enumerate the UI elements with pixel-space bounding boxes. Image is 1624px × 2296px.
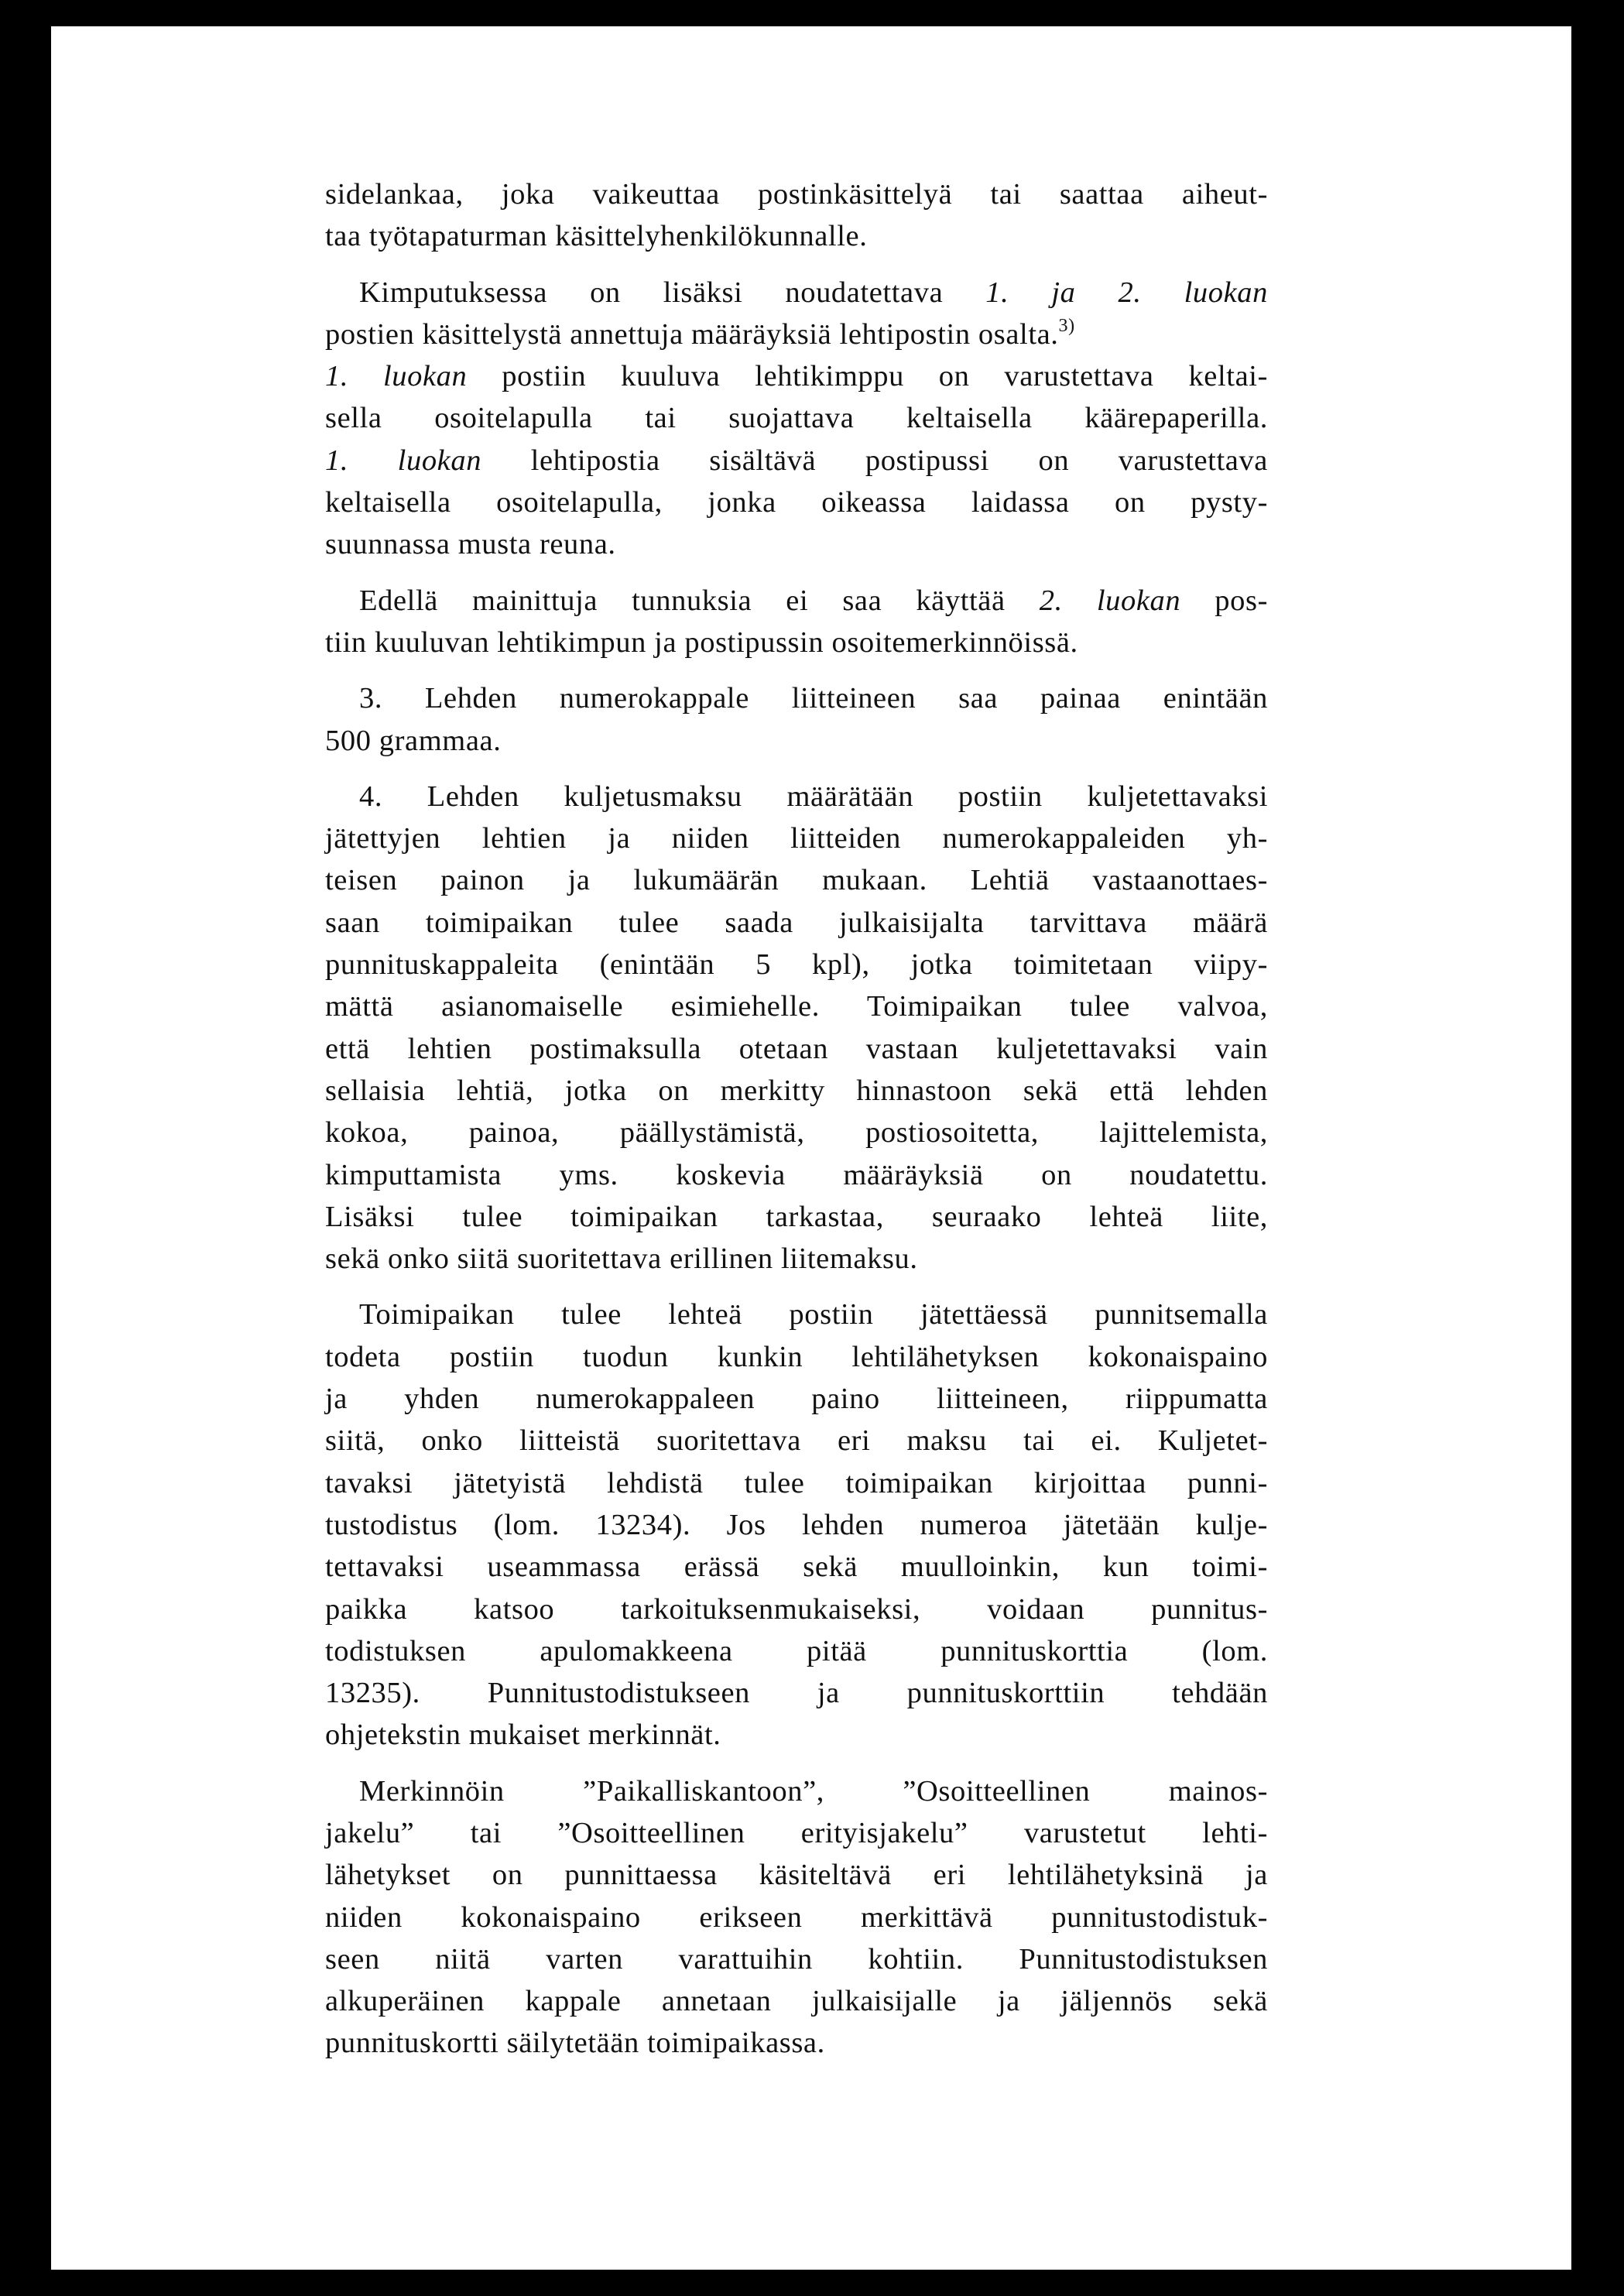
text-line: sekä onko siitä suoritettava erillinen liitemaksu. (325, 1242, 918, 1276)
text-line: siitä, onko liitteistä suoritettava eri maksu tai ei. Kuljetet- (325, 1424, 1268, 1458)
text-line: sidelankaa, joka vaikeuttaa postinkäsittelyä tai saattaa aiheut- (325, 178, 1268, 211)
text-line: ohjetekstin mukaiset merkinnät. (325, 1719, 721, 1752)
paragraph-gap (325, 258, 1268, 272)
text-line: punnituskortti säilytetään toimipaikassa. (325, 2027, 825, 2060)
paragraph-gap (325, 566, 1268, 580)
paragraph-gap (325, 1280, 1268, 1294)
text-line: lähetykset on punnittaessa käsiteltävä eri lehtilähetyksinä ja (325, 1859, 1268, 1892)
text-line: tettavaksi useammassa erässä sekä muulloinkin, kun toimi- (325, 1551, 1268, 1584)
text-line: 500 grammaa. (325, 724, 502, 757)
paragraph-gap (325, 762, 1268, 776)
text-line: suunnassa musta reuna. (325, 528, 616, 561)
text-line: seen niitä varten varattuihin kohtiin. Punnitustodistuksen (325, 1942, 1268, 1976)
text-line: 4. Lehden kuljetusmaksu määrätään postiin kuljetettavaksi (359, 780, 1268, 813)
text-line: niiden kokonaispaino erikseen merkittävä punnitustodistuk- (325, 1900, 1268, 1934)
text-line: että lehtien postimaksulla otetaan vastaan kuljetettavaksi vain (325, 1032, 1268, 1065)
text-line: 1. luokan lehtipostia sisältävä postipussi on varustettava (325, 444, 1268, 477)
text-line: alkuperäinen kappale annetaan julkaisijalle ja jäljennös sekä (325, 1985, 1268, 2018)
scan-edge-right (1571, 45, 1587, 2058)
text-line: sellaisia lehtiä, jotka on merkitty hinnastoon sekä että lehden (325, 1074, 1268, 1107)
paragraph-gap (325, 1756, 1268, 1770)
text-line: postien käsittelystä annettuja määräyksiä lehtipostin osalta.$^{3)}$ (325, 315, 1075, 351)
scan-edge-left (40, 26, 51, 1815)
text-line: keltaisella osoitelapulla, jonka oikeassa laidassa on pysty- (325, 486, 1268, 519)
text-line: 3. Lehden numerokappale liitteineen saa painaa enintään (359, 682, 1268, 715)
text-line: Merkinnöin ”Paikalliskantoon”, ”Osoitteellinen mainos- (359, 1774, 1268, 1808)
text-line: jakelu” tai ”Osoitteellinen erityisjakelu” varustetut lehti- (325, 1816, 1268, 1849)
text-line: tustodistus (lom. 13234). Jos lehden numeroa jätetään kulje- (325, 1508, 1268, 1541)
text-line: Lisäksi tulee toimipaikan tarkastaa, seuraako lehteä liite, (325, 1200, 1268, 1233)
text-line: taa työtapaturman käsittelyhenkilökunnalle. (325, 220, 868, 253)
text-line: tavaksi jätetyistä lehdistä tulee toimipaikan kirjoittaa punni- (325, 1466, 1268, 1499)
text-line: sella osoitelapulla tai suojattava keltaisella käärepaperilla. (325, 402, 1268, 435)
text-line: ja yhden numerokappaleen paino liitteineen, riippumatta (325, 1383, 1268, 1416)
text-line: Edellä mainittuja tunnuksia ei saa käyttää 2. luokan pos- (359, 584, 1268, 617)
text-line: todistuksen apulomakkeena pitää punnituskorttia (lom. (325, 1634, 1268, 1667)
text-line: paikka katsoo tarkoituksenmukaiseksi, voidaan punnitus- (325, 1592, 1268, 1626)
paragraph-gap (325, 663, 1268, 677)
text-line: jätettyjen lehtien ja niiden liitteiden numerokappaleiden yh- (325, 822, 1268, 855)
text-line: tiin kuuluvan lehtikimpun ja postipussin osoitemerkinnöissä. (325, 625, 1078, 659)
text-line: teisen painon ja lukumäärän mukaan. Lehtiä vastaanottaes- (325, 864, 1268, 897)
body-text-column (325, 173, 1268, 2065)
text-line: kimputtamista yms. koskevia määräyksiä on noudatettu. (325, 1158, 1268, 1191)
text-line: 1. luokan postiin kuuluva lehtikimppu on varustettava keltai- (325, 360, 1268, 393)
text-line: kokoa, painoa, päällystämistä, postiosoitetta, lajittelemista, (325, 1116, 1268, 1150)
text-line: Kimputuksessa on lisäksi noudatettava 1. ja 2. luokan (359, 276, 1269, 309)
text-line: todeta postiin tuodun kunkin lehtilähetyksen kokonaispaino (325, 1340, 1268, 1373)
text-line: mättä asianomaiselle esimiehelle. Toimipaikan tulee valvoa, (325, 990, 1268, 1023)
text-line: saan toimipaikan tulee saada julkaisijalta tarvittava määrä (325, 906, 1268, 939)
text-line: 13235). Punnitustodistukseen ja punnituskorttiin tehdään (325, 1677, 1268, 1710)
text-line: punnituskappaleita (enintään 5 kpl), jotka toimitetaan viipy- (325, 948, 1268, 982)
text-line: Toimipaikan tulee lehteä postiin jätettäessä punnitsemalla (359, 1298, 1268, 1331)
